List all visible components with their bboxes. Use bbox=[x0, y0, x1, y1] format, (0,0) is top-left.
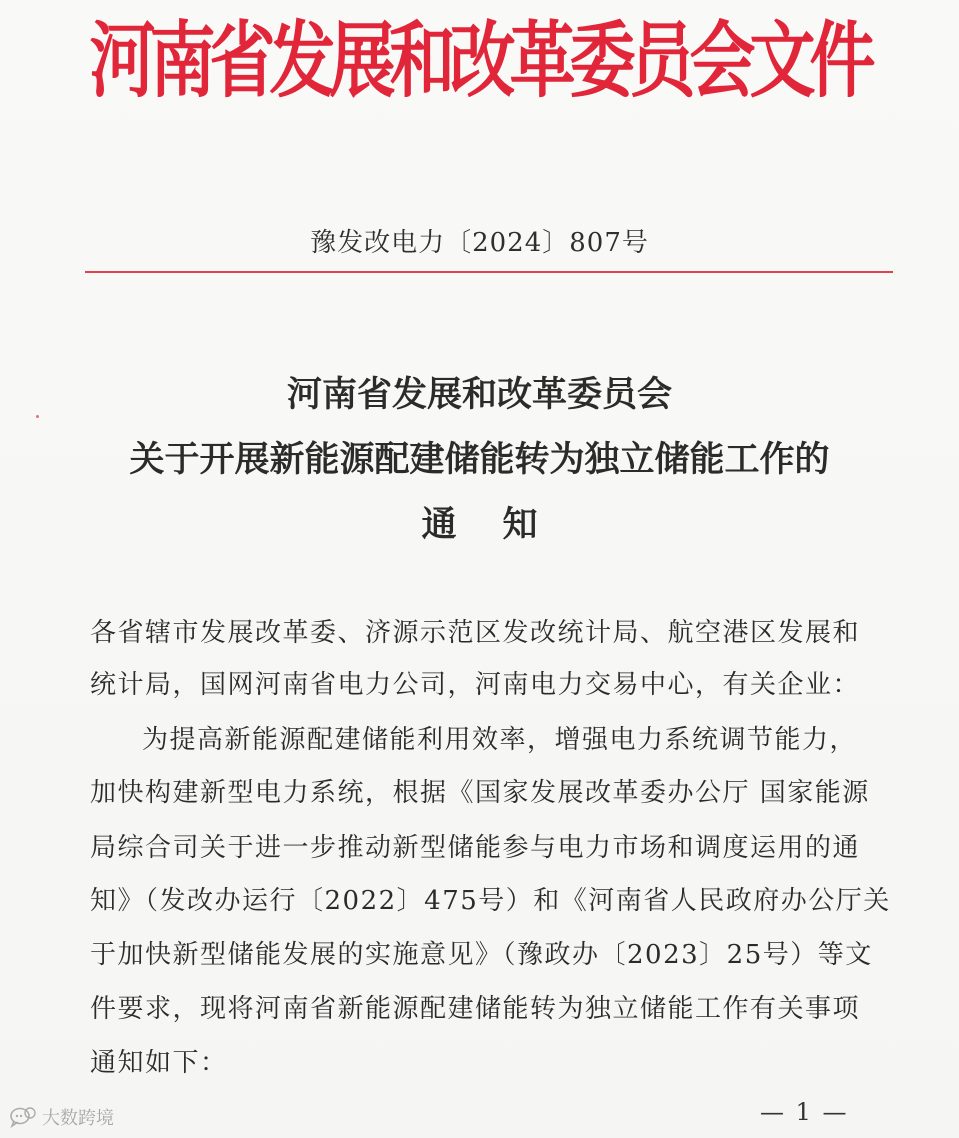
body-line: 统计局，国网河南省电力公司，河南电力交易中心，有关企业： bbox=[90, 670, 861, 700]
scan-speck bbox=[36, 415, 39, 418]
body-line: 于加快新型储能发展的实施意见》（豫政办〔2023〕25号）等文 bbox=[90, 940, 873, 970]
page-number: — 1 — bbox=[760, 1098, 849, 1126]
document-number: 豫发改电力〔2024〕807号 bbox=[310, 228, 649, 258]
body-line: 局综合司关于进一步推动新型储能参与电力市场和调度运用的通 bbox=[90, 833, 861, 863]
red-divider-line bbox=[85, 271, 893, 273]
watermark bbox=[10, 1104, 114, 1130]
notice-title-line-2: 关于开展新能源配建储能转为独立储能工作的 bbox=[129, 440, 830, 480]
body-line: 加快构建新型电力系统，根据《国家发展改革委办公厅 国家能源 bbox=[90, 778, 870, 808]
body-line: 知》（发改办运行〔2022〕475号）和《河南省人民政府办公厅关 bbox=[90, 886, 891, 916]
notice-title-line-1: 河南省发展和改革委员会 bbox=[286, 375, 672, 415]
body-line: 各省辖市发展改革委、济源示范区发改统计局、航空港区发展和 bbox=[90, 618, 861, 648]
body-line: 为提高新能源配建储能利用效率，增强电力系统调节能力， bbox=[142, 725, 858, 755]
body-line: 件要求，现将河南省新能源配建储能转为独立储能工作有关事项 bbox=[90, 994, 861, 1024]
watermark-text: 大数跨境 bbox=[42, 1108, 114, 1129]
chat-bubble-icon bbox=[10, 1106, 38, 1128]
body-line: 通知如下： bbox=[90, 1048, 228, 1078]
masthead-title: 河南省发展和改革委员会文件 bbox=[89, 12, 870, 109]
notice-title-line-3: 通知 bbox=[421, 505, 584, 545]
